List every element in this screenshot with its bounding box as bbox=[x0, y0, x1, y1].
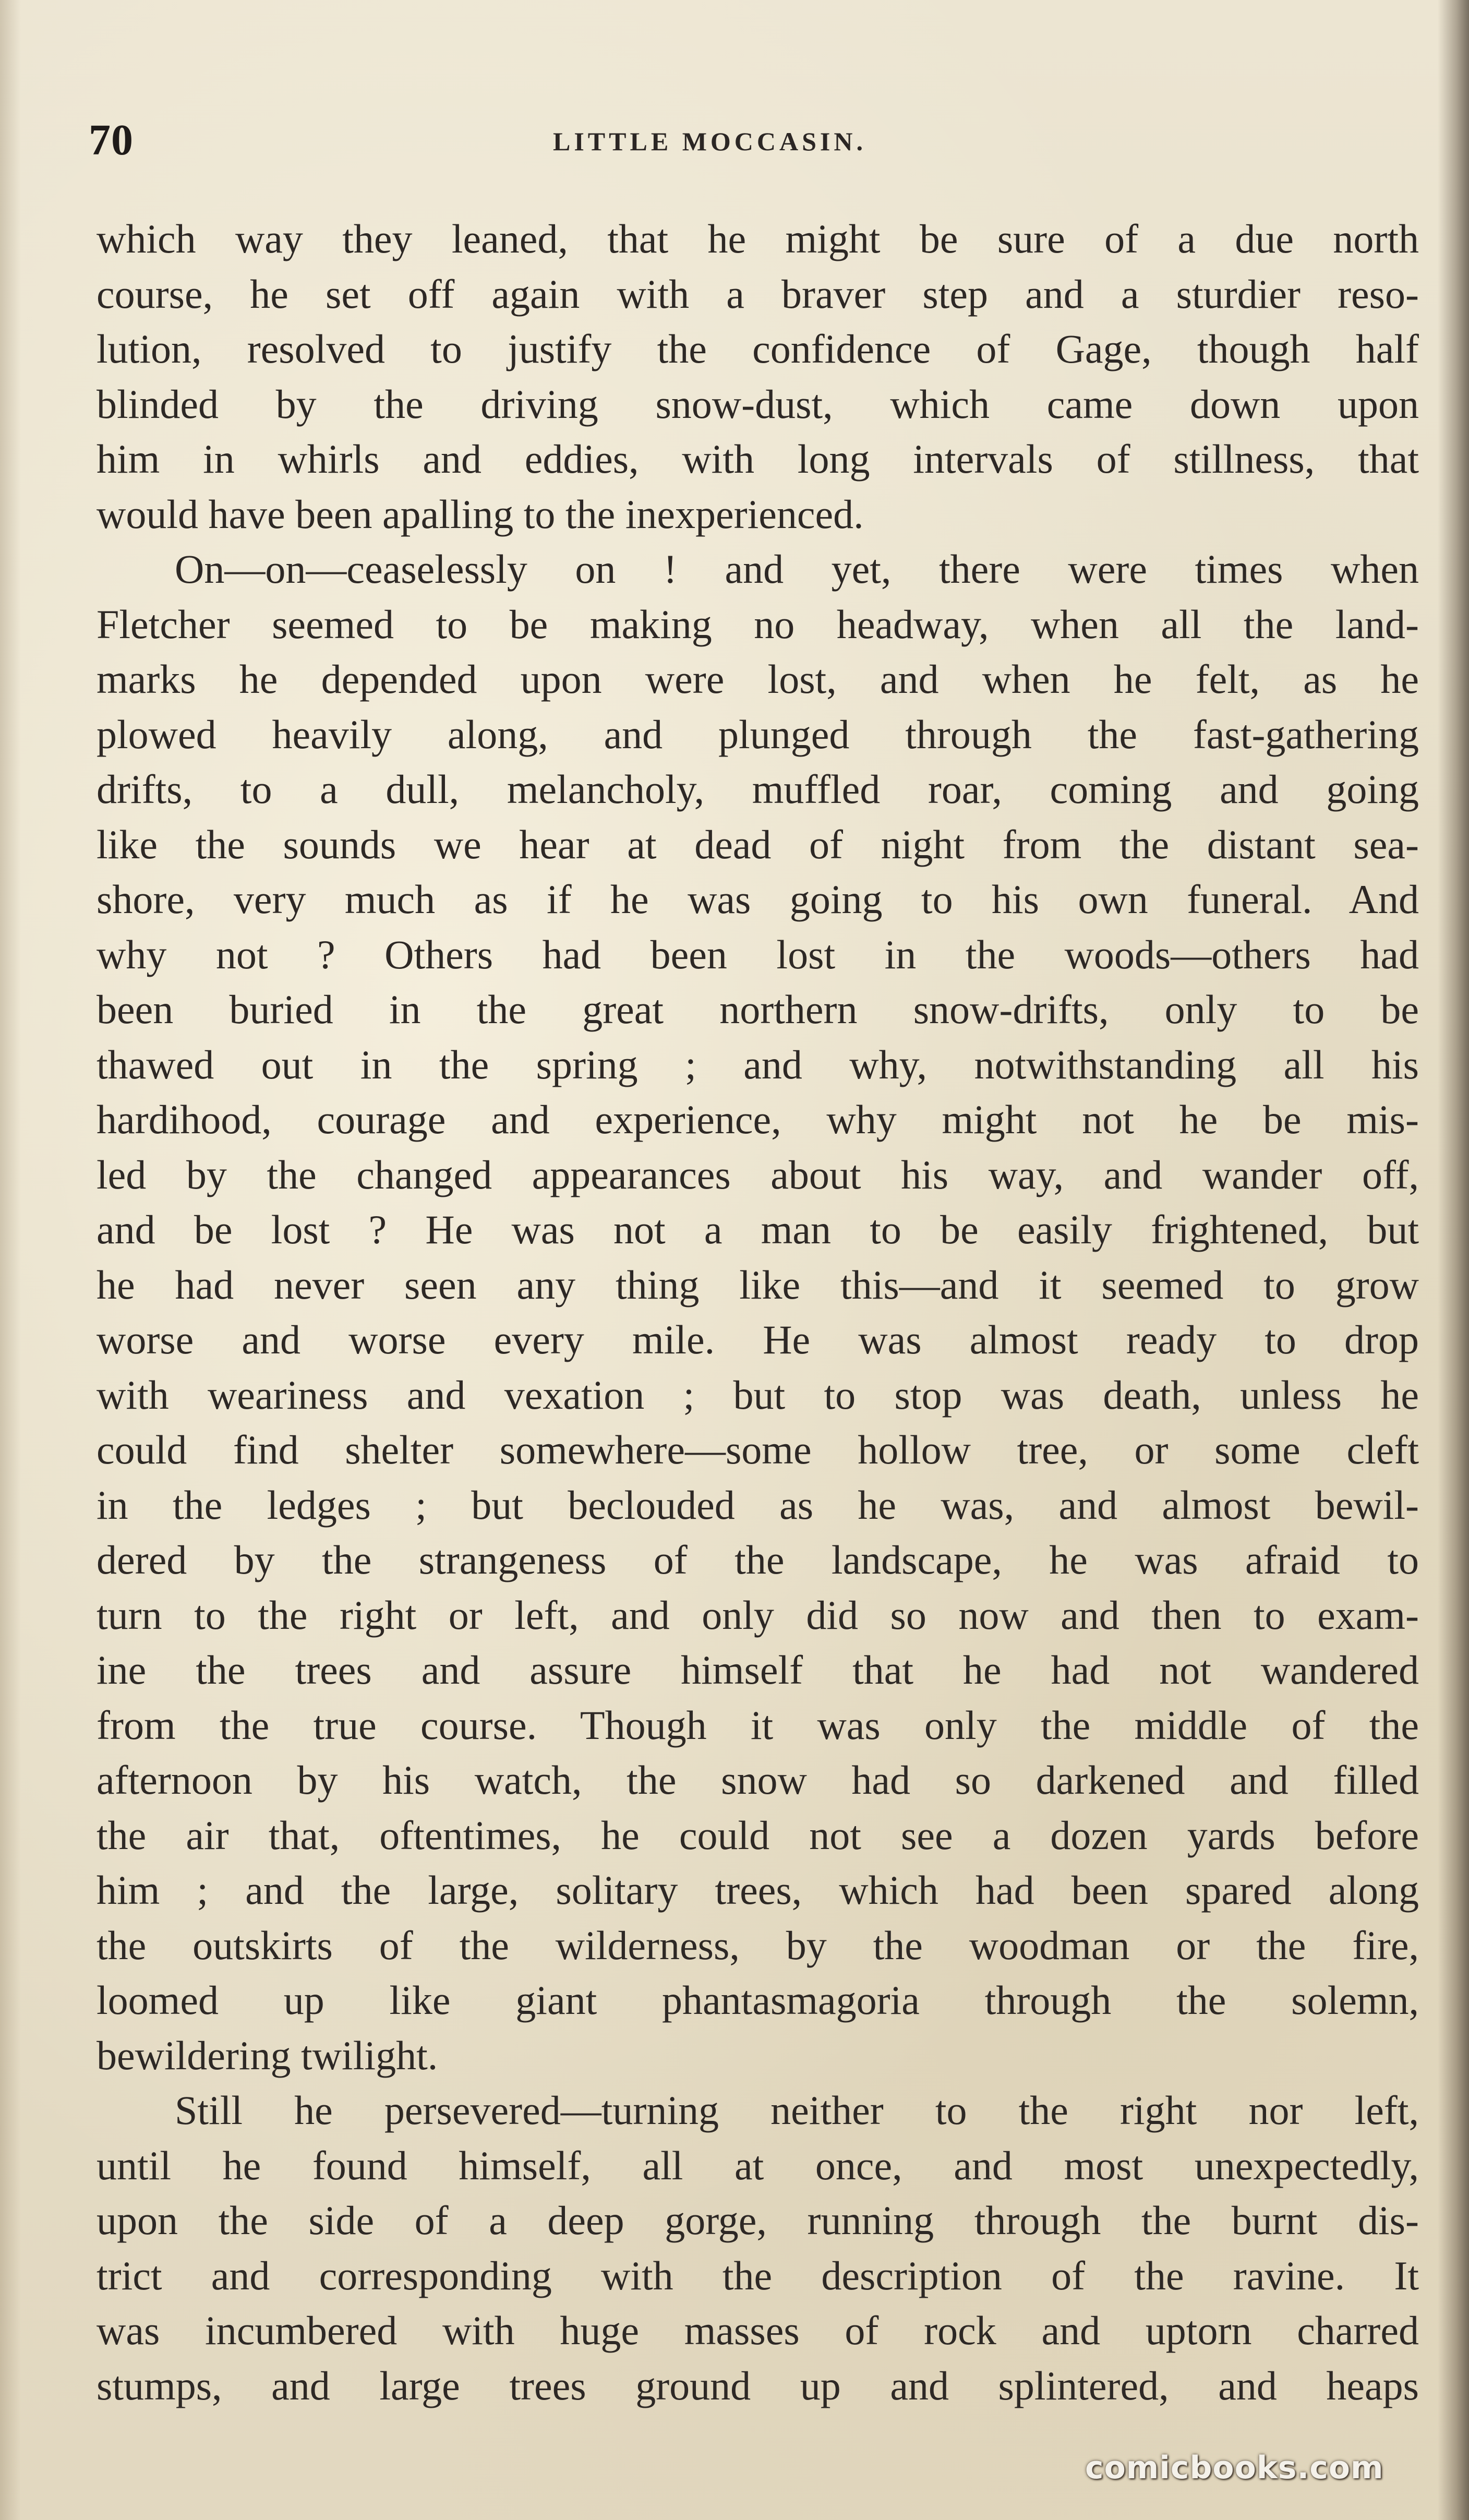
text-line: Fletcher seemed to be making no headway, when all the land- bbox=[97, 601, 1419, 647]
text-line: marks he depended upon were lost, and when he felt, as he bbox=[97, 656, 1419, 702]
text-line: drifts, to a dull, melancholy, muffled roar, coming and going bbox=[97, 766, 1419, 812]
text-line: plowed heavily along, and plunged through the fast-gathering bbox=[97, 711, 1419, 757]
text-line: ine the trees and assure himself that he had not wandered bbox=[97, 1647, 1419, 1693]
text-line: On—on—ceaselessly on ! and yet, there were times when bbox=[175, 546, 1419, 592]
text-line: like the sounds we hear at dead of night from the distant sea- bbox=[97, 821, 1419, 867]
text-line: from the true course. Though it was only the middle of the bbox=[97, 1702, 1419, 1748]
body-text bbox=[97, 211, 1419, 2413]
text-line: hardihood, courage and experience, why might not he be mis- bbox=[97, 1097, 1419, 1142]
text-line: in the ledges ; but beclouded as he was, and almost bewil- bbox=[97, 1482, 1419, 1528]
text-line: afternoon by his watch, the snow had so darkened and filled bbox=[97, 1757, 1419, 1803]
text-line: stumps, and large trees ground up and splintered, and heaps bbox=[97, 2362, 1419, 2408]
text-line: turn to the right or left, and only did so now and then to exam- bbox=[97, 1592, 1419, 1638]
watermark: comicbooks.com bbox=[1085, 2450, 1384, 2486]
running-head: LITTLE MOCCASIN. bbox=[553, 127, 866, 156]
text-line: been buried in the great northern snow-drifts, only to be bbox=[97, 987, 1419, 1032]
paragraph-2 bbox=[97, 542, 1419, 2083]
text-line: thawed out in the spring ; and why, notwithstanding all his bbox=[97, 1041, 1419, 1087]
text-line: led by the changed appearances about his way, and wander off, bbox=[97, 1151, 1419, 1197]
text-line: him ; and the large, solitary trees, which had been spared along bbox=[97, 1867, 1419, 1913]
text-line: loomed up like giant phantasmagoria through the solemn, bbox=[97, 1977, 1419, 2023]
book-spine-shadow bbox=[1438, 0, 1469, 2520]
text-line: dered by the strangeness of the landscape, he was afraid to bbox=[97, 1537, 1419, 1582]
text-line: until he found himself, all at once, and most unexpectedly, bbox=[97, 2142, 1419, 2188]
text-line: worse and worse every mile. He was almost ready to drop bbox=[97, 1317, 1419, 1362]
text-line: bewildering twilight. bbox=[97, 2032, 438, 2078]
text-line: with weariness and vexation ; but to stop was death, unless he bbox=[97, 1372, 1419, 1418]
text-line: him in whirls and eddies, with long intervals of stillness, that bbox=[97, 436, 1419, 482]
paragraph-3 bbox=[97, 2083, 1419, 2413]
text-line: would have been apalling to the inexperienced. bbox=[97, 491, 864, 537]
text-line: trict and corresponding with the description of the ravine. It bbox=[97, 2252, 1419, 2298]
text-line: which way they leaned, that he might be sure of a due north bbox=[97, 216, 1419, 261]
text-line: shore, very much as if he was going to his own funeral. And bbox=[97, 877, 1419, 922]
text-line: could find shelter somewhere—some hollow tree, or some cleft bbox=[97, 1427, 1419, 1472]
page-number: 70 bbox=[89, 116, 134, 164]
text-line: Still he persevered—turning neither to the right nor left, bbox=[175, 2087, 1419, 2133]
page-left-edge bbox=[0, 0, 21, 2520]
text-line: the outskirts of the wilderness, by the woodman or the fire, bbox=[97, 1922, 1419, 1968]
text-line: and be lost ? He was not a man to be easily frightened, but bbox=[97, 1207, 1419, 1252]
text-line: was incumbered with huge masses of rock and uptorn charred bbox=[97, 2308, 1419, 2353]
text-line: the air that, oftentimes, he could not see a dozen yards before bbox=[97, 1812, 1419, 1858]
paragraph-1 bbox=[97, 211, 1419, 542]
text-line: why not ? Others had been lost in the woods—others had bbox=[97, 931, 1419, 977]
text-line: blinded by the driving snow-dust, which came down upon bbox=[97, 381, 1419, 427]
text-line: lution, resolved to justify the confidence of Gage, though half bbox=[97, 326, 1419, 371]
text-line: upon the side of a deep gorge, running through the burnt dis- bbox=[97, 2198, 1419, 2243]
page-header bbox=[89, 115, 1403, 177]
text-line: he had never seen any thing like this—and it seemed to grow bbox=[97, 1262, 1419, 1307]
text-line: course, he set off again with a braver step and a sturdier reso- bbox=[97, 271, 1419, 317]
